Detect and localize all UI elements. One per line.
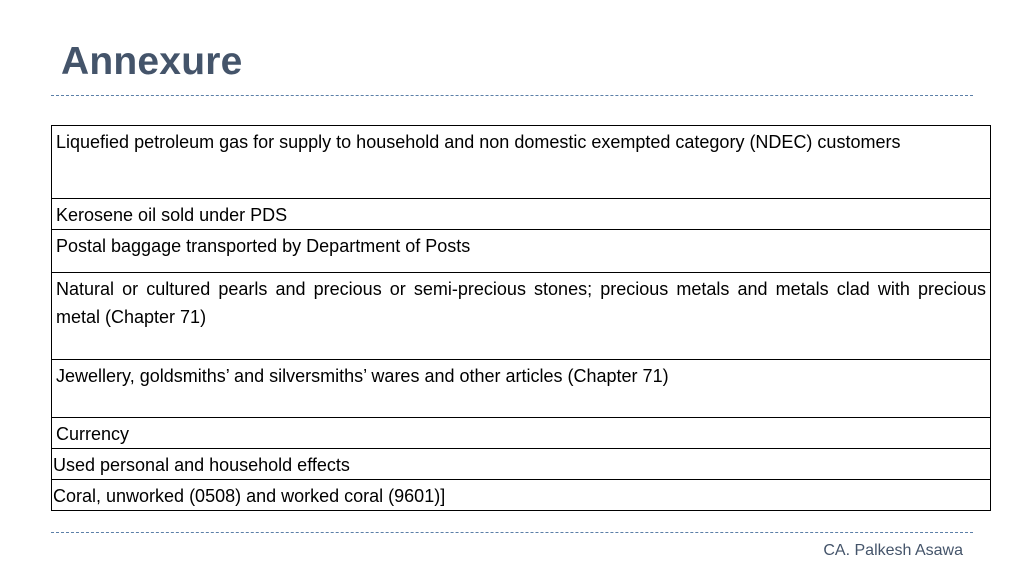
footer-author: CA. Palkesh Asawa bbox=[823, 542, 963, 559]
table-row bbox=[52, 449, 991, 480]
table-cell: Postal baggage transported by Department of Posts bbox=[52, 230, 991, 273]
slide-title: Annexure bbox=[61, 40, 243, 83]
table-row bbox=[52, 273, 991, 360]
table-row bbox=[52, 199, 991, 230]
table-row bbox=[52, 418, 991, 449]
table-row bbox=[52, 360, 991, 418]
table-cell: Coral, unworked (0508) and worked coral (9601)] bbox=[52, 480, 991, 511]
table-cell: Jewellery, goldsmiths’ and silversmiths’ wares and other articles (Chapter 71) bbox=[52, 360, 991, 418]
table-row bbox=[52, 230, 991, 273]
bottom-divider bbox=[51, 532, 973, 533]
table-cell: Currency bbox=[52, 418, 991, 449]
table-cell: Liquefied petroleum gas for supply to household and non domestic exempted category (NDEC) customers bbox=[52, 126, 991, 199]
table-cell: Natural or cultured pearls and precious or semi-precious stones; precious metals and metals clad with precious metal (Chapter 71) bbox=[52, 273, 991, 360]
table-row bbox=[52, 126, 991, 199]
table-row bbox=[52, 480, 991, 511]
annexure-table bbox=[51, 125, 991, 511]
table-cell: Kerosene oil sold under PDS bbox=[52, 199, 991, 230]
table-cell: Used personal and household effects bbox=[52, 449, 991, 480]
top-divider bbox=[51, 95, 973, 96]
